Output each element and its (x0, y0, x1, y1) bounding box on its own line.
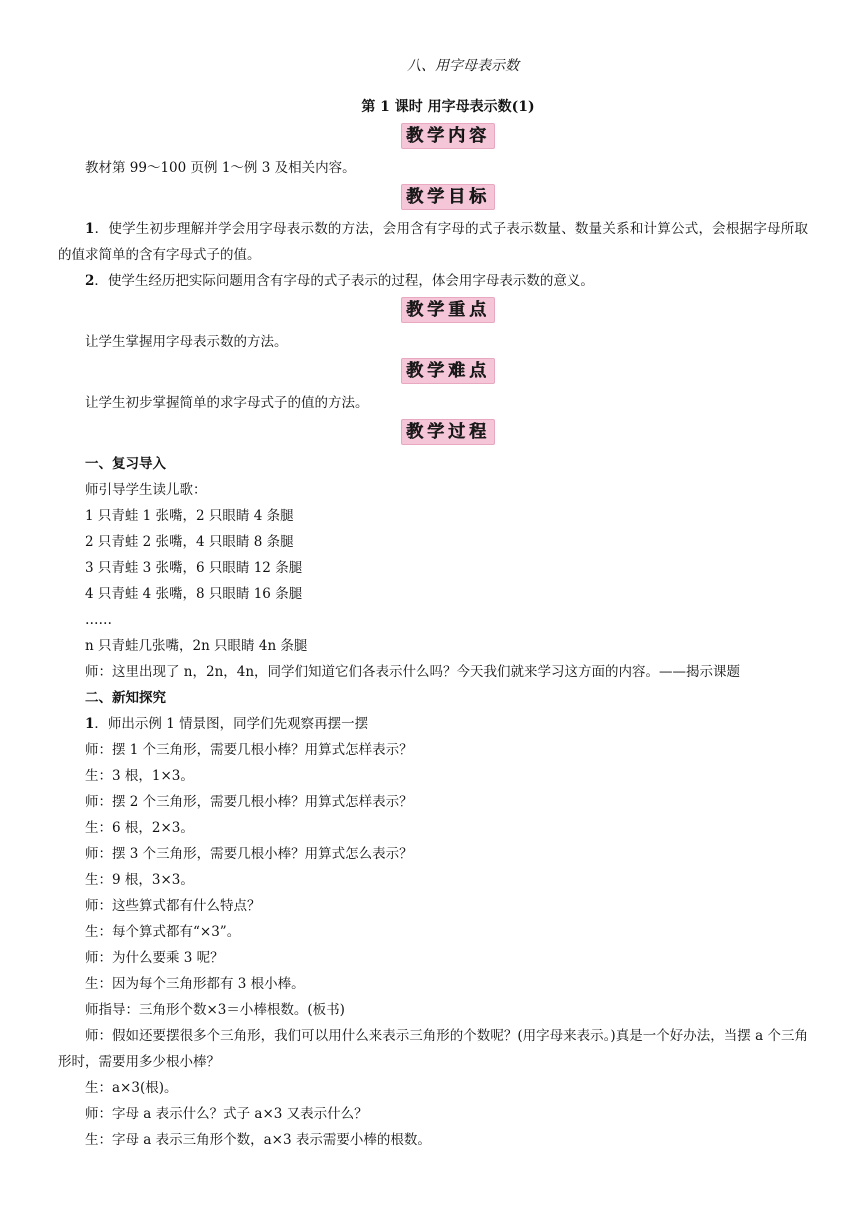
dialogue-line: 生：3 根，1×3。 (85, 768, 194, 784)
review-line: 2 只青蛙 2 张嘴，4 只眼睛 8 条腿 (85, 534, 294, 550)
review-line: 师引导学生读儿歌： (85, 482, 207, 498)
dialogue-line: 生：因为每个三角形都有 3 根小棒。 (85, 976, 305, 992)
badge-row-difficulties (88, 358, 808, 388)
goal-item-1: 1．使学生初步理解并学会用字母表示数的方法，会用含有字母的式子表示数量、数量关系和计算公式，会根据字母所取的值求简单的含有字母式子的值。 (58, 221, 808, 263)
badge-row-content (88, 123, 808, 153)
badge-row-goals (88, 184, 808, 214)
review-line: …… (85, 612, 112, 628)
review-line: 师：这里出现了 n，2n，4n，同学们知道它们各表示什么吗？今天我们就来学习这方面的内容。——揭示课题 (85, 664, 741, 680)
review-line: 4 只青蛙 4 张嘴，8 只眼睛 16 条腿 (85, 586, 303, 602)
dialogue-line: 师：摆 1 个三角形，需要几根小棒？用算式怎样表示？ (85, 742, 413, 758)
badge-row-process (88, 419, 808, 449)
dialogue-line: 生：每个算式都有“×3”。 (85, 924, 241, 940)
dialogue-line: 师：字母 a 表示什么？式子 a×3 又表示什么？ (85, 1106, 368, 1122)
review-line: n 只青蛙几张嘴，2n 只眼睛 4n 条腿 (85, 638, 308, 654)
unit-title: 八、用字母表示数 (407, 58, 519, 74)
badge-row-key-points (88, 297, 808, 327)
badge-teaching-content: 教学内容 (401, 123, 495, 149)
dialogue-line: 生：6 根，2×3。 (85, 820, 194, 836)
dialogue-line: 生：a×3(根)。 (85, 1080, 178, 1096)
section-heading-explore: 二、新知探究 (85, 690, 166, 706)
section-heading-review: 一、复习导入 (85, 456, 166, 472)
dialogue-line: 生：字母 a 表示三角形个数，a×3 表示需要小棒的根数。 (85, 1132, 431, 1148)
difficulties-paragraph: 让学生初步掌握简单的求字母式子的值的方法。 (85, 395, 369, 411)
dialogue-line: 师：摆 2 个三角形，需要几根小棒？用算式怎样表示？ (85, 794, 413, 810)
badge-key-points: 教学重点 (401, 297, 495, 323)
document-page (58, 54, 808, 1153)
review-line: 1 只青蛙 1 张嘴，2 只眼睛 4 条腿 (85, 508, 294, 524)
dialogue-line: 师：这些算式都有什么特点？ (85, 898, 261, 914)
key-points-paragraph: 让学生掌握用字母表示数的方法。 (85, 334, 288, 350)
content-paragraph: 教材第 99～100 页例 1～例 3 及相关内容。 (85, 160, 356, 176)
dialogue-line: 师指导：三角形个数×3＝小棒根数。(板书) (85, 1002, 345, 1018)
review-line: 3 只青蛙 3 张嘴，6 只眼睛 12 条腿 (85, 560, 303, 576)
lesson-title: 第 1 课时 用字母表示数(1) (361, 99, 535, 115)
dialogue-line: 师：假如还要摆很多个三角形，我们可以用什么来表示三角形的个数呢？(用字母来表示。)真是一个好办法，当摆 a 个三角形时，需要用多少根小棒？ (58, 1028, 808, 1070)
badge-teaching-process: 教学过程 (401, 419, 495, 445)
badge-difficulties: 教学难点 (401, 358, 495, 384)
dialogue-line: 生：9 根，3×3。 (85, 872, 194, 888)
dialogue-line: 师：为什么要乘 3 呢？ (85, 950, 224, 966)
dialogue-line: 师：摆 3 个三角形，需要几根小棒？用算式怎么表示？ (85, 846, 413, 862)
goal-item-2: 2．使学生经历把实际问题用含有字母的式子表示的过程，体会用字母表示数的意义。 (85, 273, 594, 289)
badge-teaching-goals: 教学目标 (401, 184, 495, 210)
explore-item-1: 1．师出示例 1 情景图，同学们先观察再摆一摆 (85, 716, 369, 732)
